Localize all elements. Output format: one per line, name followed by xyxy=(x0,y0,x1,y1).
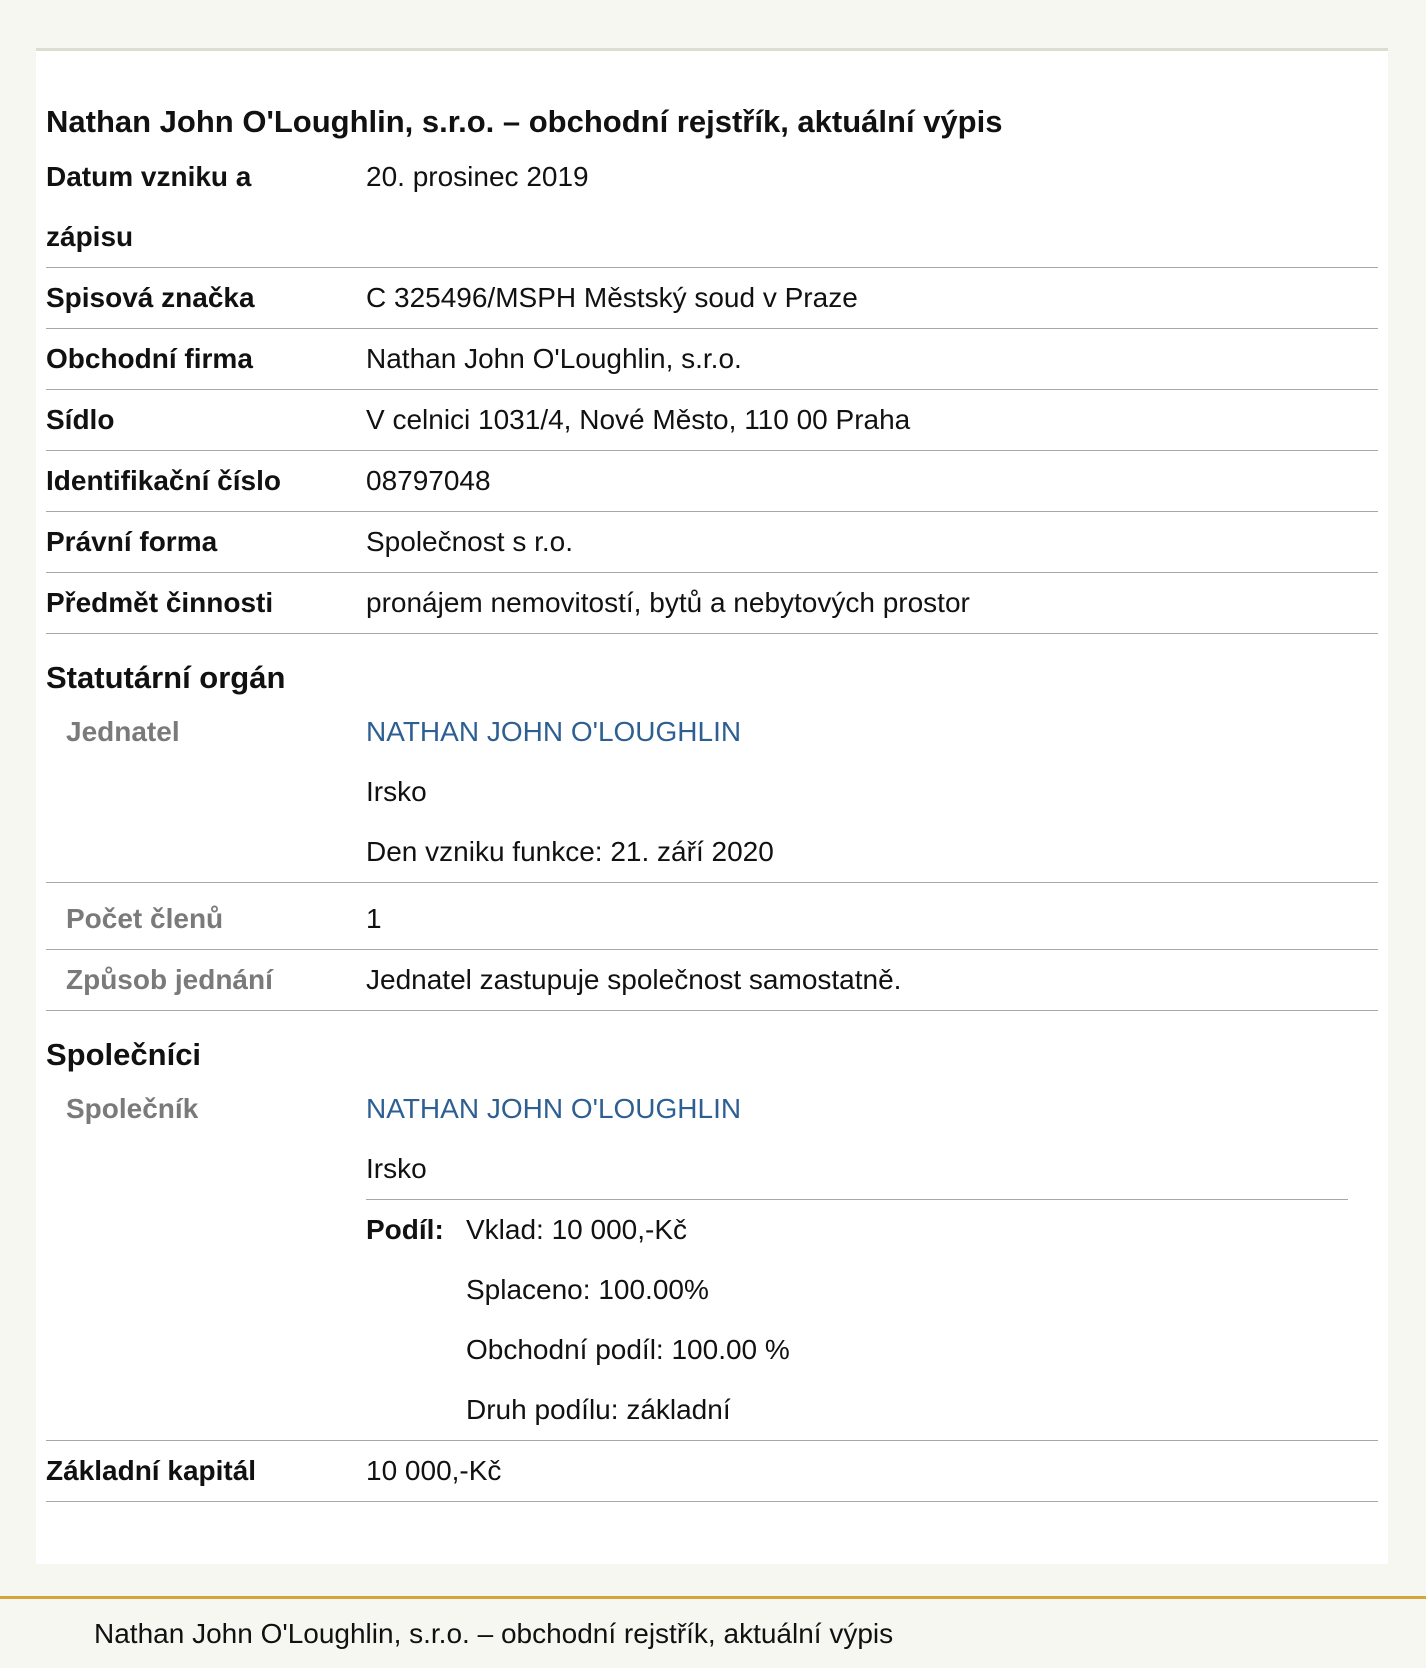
row-value: Jednatel zastupuje společnost samostatně. xyxy=(366,964,902,995)
footer xyxy=(0,1596,1426,1668)
row-value: Nathan John O'Loughlin, s.r.o. xyxy=(366,343,742,374)
row-spolecnik xyxy=(46,1079,1378,1441)
person-country: Irsko xyxy=(366,1153,427,1184)
row-value xyxy=(366,702,1378,882)
row-identifikacni-cislo xyxy=(46,451,1378,512)
row-pravni-forma xyxy=(46,512,1378,573)
share-business: Obchodní podíl: 100.00 % xyxy=(466,1334,790,1365)
row-value: V celnici 1031/4, Nové Město, 110 00 Praha xyxy=(366,404,911,435)
row-value: Společnost s r.o. xyxy=(366,526,574,557)
row-label: Datum vzniku a zápisu xyxy=(46,161,252,252)
share-label: Podíl: xyxy=(366,1214,444,1245)
row-pocet-clenu xyxy=(46,883,1378,950)
row-label: Způsob jednání xyxy=(66,964,273,995)
row-label: Identifikační číslo xyxy=(46,465,281,496)
row-label: Spisová značka xyxy=(46,282,255,313)
row-label: Společník xyxy=(66,1093,199,1124)
row-label: Předmět činnosti xyxy=(46,587,274,618)
row-obchodni-firma xyxy=(46,329,1378,390)
share-deposit: Vklad: 10 000,-Kč xyxy=(466,1214,688,1245)
row-label: Základní kapitál xyxy=(46,1455,257,1486)
row-label: Obchodní firma xyxy=(46,343,253,374)
row-value: C 325496/MSPH Městský soud v Praze xyxy=(366,282,858,313)
row-value: 10 000,-Kč xyxy=(366,1455,502,1486)
person-link[interactable]: NATHAN JOHN O'LOUGHLIN xyxy=(366,1093,742,1124)
row-value: 20. prosinec 2019 xyxy=(366,161,589,192)
footer-text: Nathan John O'Loughlin, s.r.o. – obchodní rejstřík, aktuální výpis xyxy=(94,1618,894,1649)
person-since: Den vzniku funkce: 21. září 2020 xyxy=(366,836,774,867)
row-label: Právní forma xyxy=(46,526,218,557)
share-type: Druh podílu: základní xyxy=(466,1394,731,1425)
row-zakladni-kapital xyxy=(46,1441,1378,1502)
row-spisova-znacka xyxy=(46,268,1378,329)
section-title-spolecnici: Společníci xyxy=(46,1037,202,1072)
row-label: Sídlo xyxy=(46,404,115,435)
section-title-statutarni-organ: Statutární orgán xyxy=(46,660,286,695)
row-label: Jednatel xyxy=(66,716,180,747)
row-datum-vzniku xyxy=(46,147,1378,268)
register-card xyxy=(36,48,1388,1564)
row-value: pronájem nemovitostí, bytů a nebytových prostor xyxy=(366,587,970,618)
row-sidlo xyxy=(46,390,1378,451)
row-label: Počet členů xyxy=(66,903,224,934)
share-paid: Splaceno: 100.00% xyxy=(466,1274,709,1305)
person-link[interactable]: NATHAN JOHN O'LOUGHLIN xyxy=(366,716,742,747)
person-country: Irsko xyxy=(366,776,427,807)
row-value: 1 xyxy=(366,903,382,934)
row-value xyxy=(366,1079,1378,1440)
page-title: Nathan John O'Loughlin, s.r.o. – obchodní rejstřík, aktuální výpis xyxy=(46,104,1003,139)
row-predmet-cinnosti xyxy=(46,573,1378,634)
row-jednatel xyxy=(46,702,1378,883)
row-value: 08797048 xyxy=(366,465,491,496)
share-block xyxy=(366,1200,1378,1440)
row-zpusob-jednani xyxy=(46,950,1378,1011)
